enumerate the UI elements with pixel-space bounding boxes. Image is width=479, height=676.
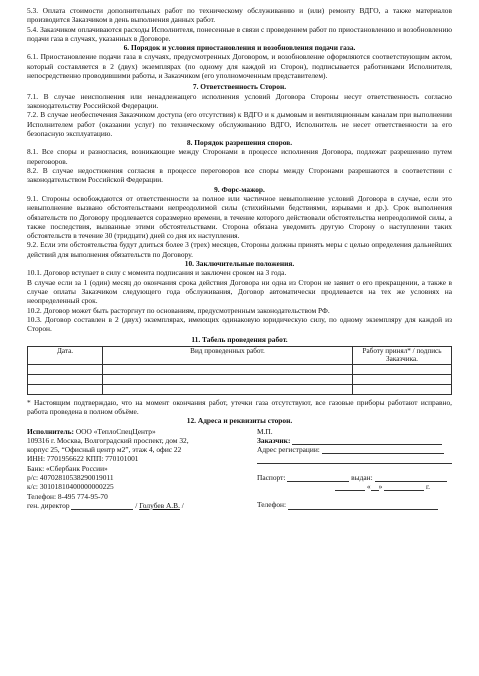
executor-label: Исполнитель: (27, 426, 74, 436)
clause-7-2: 7.2. В случае необеспечения Заказчиком доступа (его отсутствия) к ВДГО и к дымовым и вентиляционным каналам при выполнении Исполнителем работ (оказании услуг) по техническому обслуживанию ВДГО, Исполнитель не несет ответственности за его безопасную эксплуатацию. (27, 110, 452, 138)
executor-ks: к/с: 30101810400000000225 (27, 482, 114, 492)
section-9-title: 9. Форс-мажор. (214, 184, 265, 194)
footnote: * Настоящим подтверждаю, что на момент окончания работ, утечки газа отсутствуют, все газовые приборы работают исправно, работа проведена в полном объёме. (27, 397, 452, 416)
clause-5-4: 5.4. Заказчиком оплачиваются расходы Исполнителя, понесенные в связи с проведением работ по приостановлению и возобновлению подачи газа в случаях, указанных в Договоре. (27, 24, 452, 43)
section-12-title: 12. Адреса и реквизиты сторон. (186, 416, 293, 426)
issued-label: выдан: (351, 472, 373, 482)
executor-address-1: 109316 г. Москва, Волгоградский проспект, дом 32, (27, 435, 189, 445)
table-row (28, 364, 452, 374)
issued-field[interactable] (375, 473, 447, 482)
section-10-title: 10. Заключительные положения. (184, 259, 295, 269)
table-row (28, 374, 452, 384)
col-sign-header: Работу принял* / подпись Заказчика. (353, 346, 452, 364)
passport-label: Паспорт: (257, 472, 286, 482)
passport-field[interactable] (287, 473, 349, 482)
col-date-header: Дата. (28, 346, 103, 364)
clause-10-3: 10.3. Договор составлен в 2 (двух) экземплярах, имеющих одинаковую юридическую силу, по одному экземпляру для каждой из Сторон. (27, 314, 452, 334)
clause-5-3: 5.3. Оплата стоимости дополнительных работ по техническому обслуживанию и (или) ремонту ВДГО, а также материалов производится Заказчиком в день выполнения данных работ. (27, 6, 452, 25)
clause-6-1: 6.1. Приостановление подачи газа в случаях, предусмотренных Договором, и возобновление оформляются соответствующим актом, который составляется в 2 (двух) экземплярах (по одному для каждой из Сторон), подписывается работниками Исполнителя, непосредственно проводившими работы, и Заказчиком (его уполномоченным представителем). (27, 52, 452, 81)
col-works-header: Вид проведенных работ. (103, 346, 353, 364)
clause-10-2: 10.2. Договор может быть расторгнут по основаниям, предусмотренным законодательством РФ. (27, 305, 330, 315)
customer-label: Заказчик: (257, 435, 291, 445)
executor-inn: ИНН: 7701956622 КПП: 770101001 (27, 454, 139, 464)
clause-9-2: 9.2. Если эти обстоятельства будут длиться более 3 (трех) месяцев, Стороны должны принять меры с целью определения дальнейших действий для выполнения обязательств по Договору. (27, 240, 452, 259)
executor-address-2: корпус 25, “Офисный центр м2”, этаж 4, офис 22 (27, 445, 182, 455)
section-7-title: 7. Ответственность Сторон. (192, 82, 287, 92)
registration-address-field[interactable] (322, 445, 444, 454)
section-11-title: 11. Табель проведения работ. (191, 335, 288, 345)
executor-bank: Банк: «Сбербанк России» (27, 463, 108, 473)
customer-requisites: М.П. Заказчик: Адрес регистрации: Паспорт: выдан: « » г. Телефон: (257, 427, 452, 511)
clause-10-1: 10.1. Договор вступает в силу с момента подписания и заключен сроком на 3 года. (27, 268, 287, 278)
executor-requisites: Исполнитель: ООО «ТеплоСпецЦентр» 109316 г. Москва, Волгоградский проспект, дом 32, корпус 25, “Офисный центр м2”, этаж 4, офис 22 ИНН: 7701956622 КПП: 770101001 Банк: «Сбербанк России» р/с: 40702810538290019011 к/с: 30101810400000000225 Телефон: 8-495 774-95-70 ген. директор / Голубев А.В. / (27, 427, 247, 511)
customer-phone-field[interactable] (288, 501, 438, 510)
registration-address-label: Адрес регистрации: (257, 445, 320, 455)
executor-rs: р/с: 40702810538290019011 (27, 473, 114, 483)
director-name: Голубев А.В. (139, 500, 180, 510)
requisites (27, 427, 452, 511)
clause-10-1-extension: В случае если за 1 (один) месяц до окончания срока действия Договора ни одна из Сторон не заявит о его прекращении, а также в случае оплаты Заказчиком следующего года обслуживания, Договор автоматически продлевается на тех же условиях на неопределенный срок. (27, 277, 452, 306)
clause-8-1: 8.1. Все споры и разногласия, возникающие между Сторонами в процессе исполнения Договора, подлежат разрешению путем переговоров. (27, 147, 452, 166)
section-8-title: 8. Порядок разрешения споров. (186, 138, 293, 148)
clause-9-1: 9.1. Стороны освобождаются от ответственности за полное или частичное невыполнение условий Договора в случае, если это невыполнение вызвано обстоятельствами непреодолимой силы (стихийными бедствиями, взрывами и др.). Срок выполнения обязательств по Договору продлевается соразмерно времени, в течение которого действовали обстоятельства непреодолимой силы, а также последствия, вызванные этими обстоятельствами. Сторона обязана уведомить другую Сторону о наступлении таких обстоятельств в течение 30 (тридцати) дней со дня их наступления. (27, 193, 452, 241)
issued-by-field[interactable] (335, 482, 365, 491)
director-label: ген. директор (27, 500, 70, 510)
table-row (28, 384, 452, 394)
stamp-mark: М.П. (257, 426, 273, 436)
customer-name-field[interactable] (292, 436, 442, 445)
executor-name: ООО «ТеплоСпецЦентр» (75, 426, 156, 436)
clause-7-1: 7.1. В случае неисполнения или ненадлежащего исполнения условий Договора Стороны несут ответственность согласно законодательству Российской Федерации. (27, 91, 452, 110)
work-log-table (27, 346, 452, 395)
issued-day-field[interactable] (371, 482, 379, 491)
clause-8-2: 8.2. В случае недостижения согласия в процессе переговоров все споры между Сторонами разрешаются в соответствии с законодательством Российской Федерации. (27, 166, 452, 185)
executor-phone: Телефон: 8-495 774-95-70 (27, 491, 108, 501)
section-6-title: 6. Порядок и условия приостановления и возобновления подачи газа. (123, 43, 356, 53)
director-signature-line (71, 501, 133, 510)
issued-month-field[interactable] (384, 482, 424, 491)
registration-address-field-2[interactable] (257, 455, 452, 464)
customer-phone-label: Телефон: (257, 500, 287, 510)
